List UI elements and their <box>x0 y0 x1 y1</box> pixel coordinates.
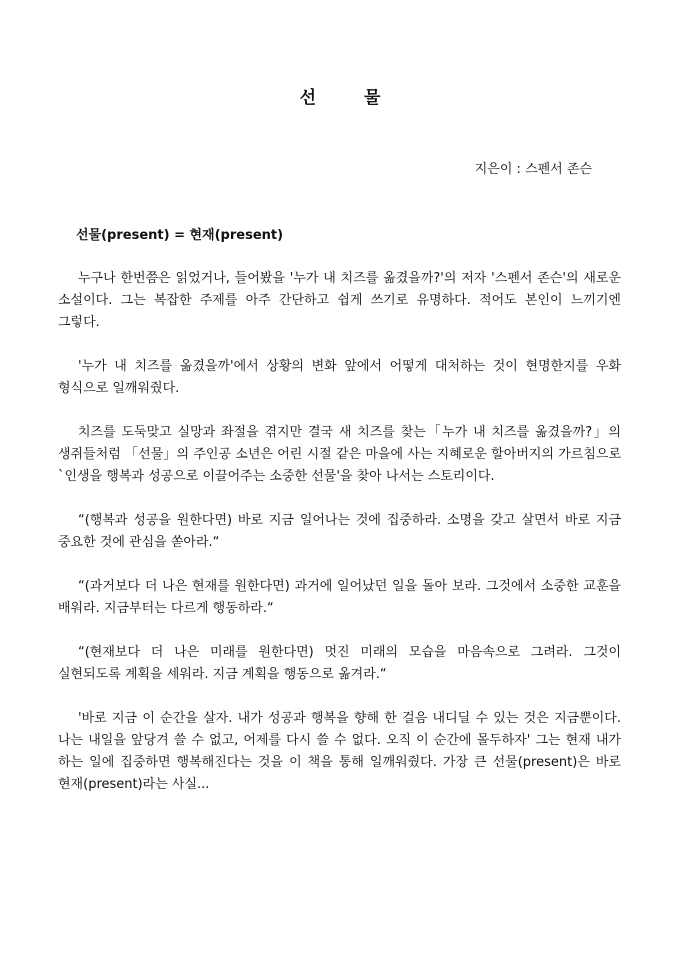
paragraph: '누가 내 치즈를 옮겼을까'에서 상황의 변화 앞에서 어떻게 대처하는 것이 현명한지를 우화 형식으로 일깨워줬다. <box>58 359 621 396</box>
paragraph: 치즈를 도둑맞고 실망과 좌절을 겪지만 결국 새 치즈를 찾는「누가 내 치즈를 옮겼을까?」의 생쥐들처럼 「선물」의 주인공 소년은 어린 시절 같은 마을에 사는 지혜로운 할아버지의 가르침으로 `인생을 행복과 성공으로 이끌어주는 소중한 선물'을 찾아 나서는 스토리이다. <box>58 425 621 484</box>
subtitle: 선물(present) = 현재(present) <box>76 228 284 243</box>
title-char: 물 <box>364 88 381 108</box>
title-char: 선 <box>299 88 316 108</box>
document-title <box>0 83 680 108</box>
paragraph: “(행복과 성공을 원한다면) 바로 지금 일어나는 것에 집중하라. 소명을 갖고 살면서 바로 지금 중요한 것에 관심을 쏟아라.“ <box>58 513 621 550</box>
paragraph: '바로 지금 이 순간을 살자. 내가 성공과 행복을 향해 한 걸음 내디딜 수 있는 것은 지금뿐이다. 나는 내일을 앞당겨 쓸 수 없고, 어제를 다시 쓸 수 없다. 오직 이 순간에 몰두하자' 그는 현재 내가 하는 일에 집중하면 행복해진다는 것을 이 책을 통해 일깨워줬다. 가장 큰 선물(present)은 바로 현재(present)라는 사실... <box>58 711 621 792</box>
paragraph: 누구나 한번쯤은 읽었거나, 들어봤을 '누가 내 치즈를 옮겼을까?'의 저자 '스펜서 존슨'의 새로운 소설이다. 그는 복잡한 주제를 아주 간단하고 쉽게 쓰기로 유명하다. 적어도 본인이 느끼기엔 그렇다. <box>58 271 621 330</box>
body-text <box>58 268 621 818</box>
paragraph: “(과거보다 더 나은 현재를 원한다면) 과거에 일어났던 일을 돌아 보라. 그것에서 소중한 교훈을 배워라. 지금부터는 다르게 행동하라.“ <box>58 579 621 616</box>
author-line: 지은이 : 스펜서 존슨 <box>474 162 592 177</box>
paragraph: “(현재보다 더 나은 미래를 원한다면) 멋진 미래의 모습을 마음속으로 그려라. 그것이 실현되도록 계획을 세워라. 지금 계획을 행동으로 옮겨라.“ <box>58 645 621 682</box>
